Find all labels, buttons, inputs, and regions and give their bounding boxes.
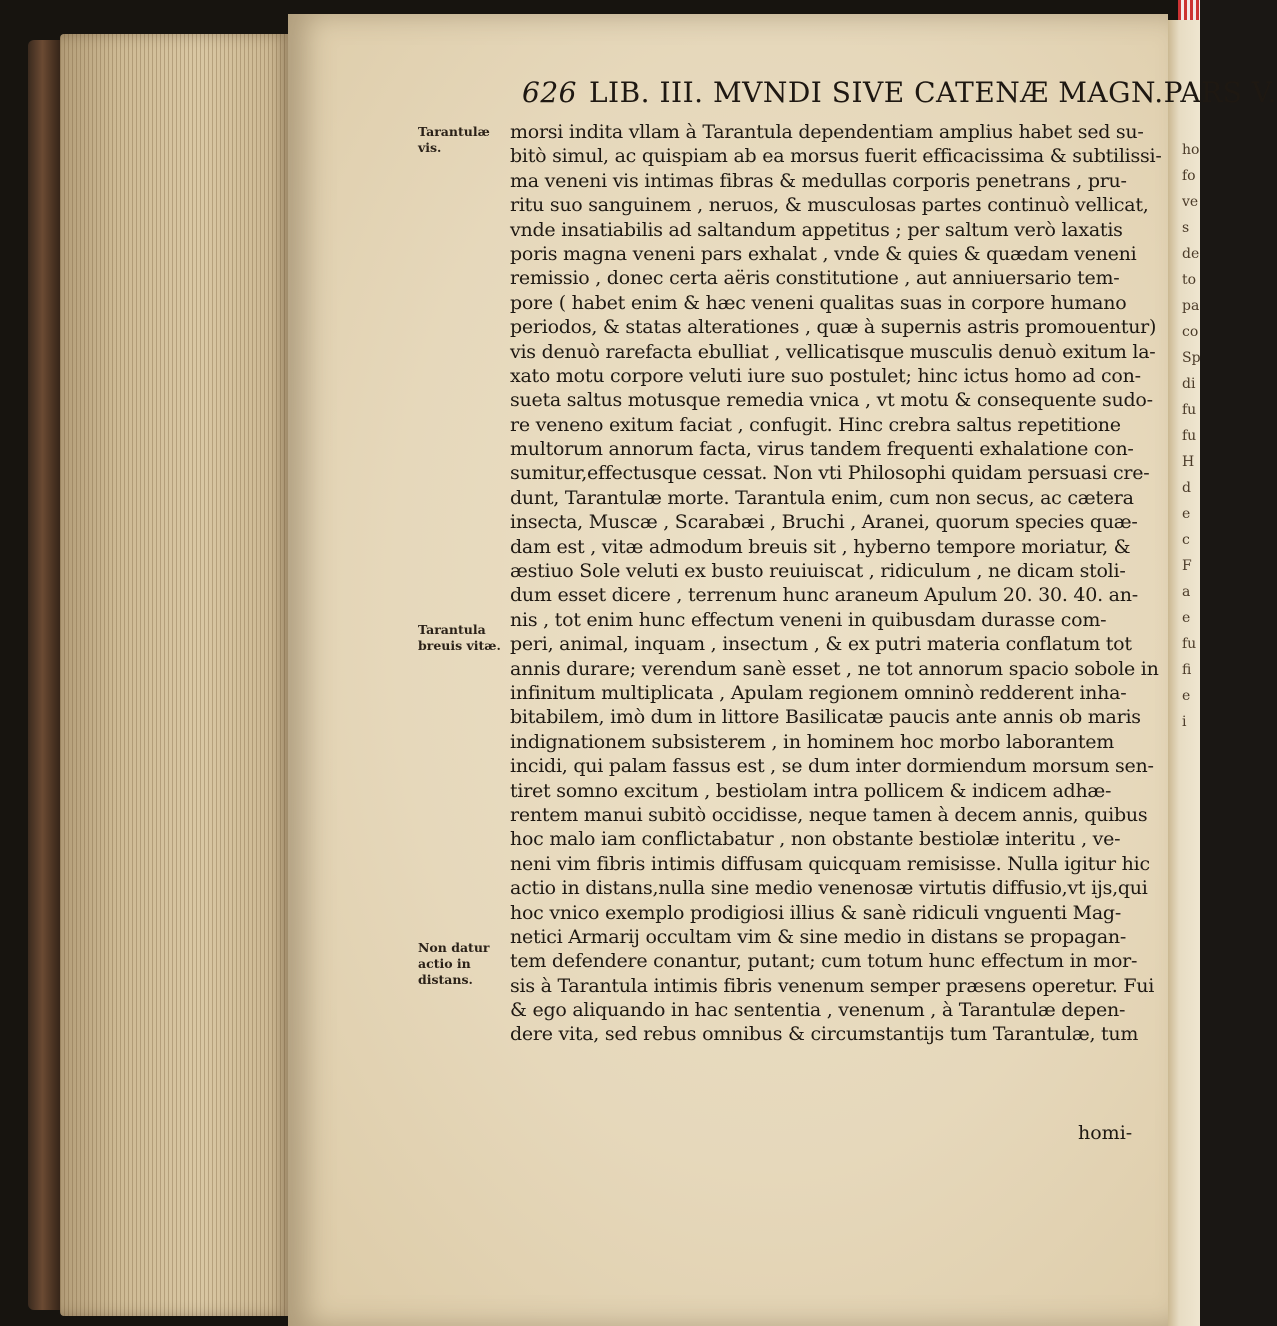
- running-header: [522, 76, 1277, 109]
- text-line: insecta, Muscæ , Scarabæi , Bruchi , Aranei, quorum species quæ-: [510, 511, 1138, 534]
- next-page-fragment: co: [1182, 324, 1199, 340]
- text-line: sis à Tarantula intimis fibris venenum semper præsens operetur. Fui: [510, 974, 1155, 997]
- text-line: & ego aliquando in hac sententia , venenum , à Tarantulæ depen-: [510, 999, 1126, 1022]
- text-line: dam est , vitæ admodum breuis sit , hyberno tempore moriatur, &: [510, 535, 1131, 558]
- text-line: nis , tot enim hunc effectum veneni in quibusdam durasse com-: [510, 608, 1107, 631]
- text-line: incidi, qui palam fassus est , se dum inter dormiendum morsum sen-: [510, 755, 1154, 778]
- text-line: periodos, & statas alterationes , quæ à supernis astris promouentur): [510, 316, 1157, 339]
- running-title: LIB. III. MVNDI SIVE CATENÆ MAGN.PARS V.: [588, 76, 1277, 109]
- next-page-fragment: H: [1182, 454, 1195, 470]
- next-page-fragment: e: [1182, 610, 1191, 626]
- next-page-fragment: fo: [1182, 168, 1196, 184]
- text-line: actio in distans,nulla sine medio venenosæ virtutis diffusio,vt ijs,qui: [510, 877, 1148, 900]
- text-line: sumitur,effectusque cessat. Non vti Philosophi quidam persuasi cre-: [510, 462, 1150, 485]
- text-line: tiret somno excitum , bestiolam intra pollicem & indicem adhæ-: [510, 779, 1112, 802]
- text-line: multorum annorum facta, virus tandem frequenti exhalatione con-: [510, 438, 1134, 461]
- text-line: peri, animal, inquam , insectum , & ex putri materia conflatum tot: [510, 633, 1132, 656]
- next-page-fragment: fi: [1182, 662, 1192, 678]
- body-text: [510, 120, 1162, 1047]
- next-page-fragment: i: [1182, 714, 1187, 730]
- text-line: hoc vnico exemplo prodigiosi illius & sanè ridiculi vnguenti Mag-: [510, 901, 1122, 924]
- ribbon-marker: [1178, 0, 1200, 20]
- text-line: remissio , donec certa aëris constitutione , aut anniuersario tem-: [510, 267, 1120, 290]
- page-block-edges: [60, 34, 290, 1316]
- text-line: indignationem subsisterem , in hominem hoc morbo laborantem: [510, 730, 1115, 753]
- text-line: tem defendere conantur, putant; cum totum hunc effectum in mor-: [510, 950, 1138, 973]
- text-line: rentem manui subitò occidisse, neque tamen à decem annis, quibus: [510, 803, 1148, 826]
- text-line: dum esset dicere , terrenum hunc araneum Apulum 20. 30. 40. an-: [510, 584, 1138, 607]
- text-line: bitò simul, ac quispiam ab ea morsus fuerit efficacissima & subtilissi-: [510, 145, 1162, 168]
- next-page-fragment: fu: [1182, 636, 1197, 652]
- text-line: dunt, Tarantulæ morte. Tarantula enim, cum non secus, ac cætera: [510, 486, 1134, 509]
- text-line: neni vim fibris intimis diffusam quicquam remisisse. Nulla igitur hic: [510, 852, 1150, 875]
- next-page-fragment: di: [1182, 376, 1196, 392]
- text-line: xato motu corpore veluti iure suo postulet; hinc ictus homo ad con-: [510, 364, 1141, 387]
- text-line: infinitum multiplicata , Apulam regionem omninò redderent inha-: [510, 681, 1127, 704]
- margin-note-tarantulae-vis: Tarantulæ vis.: [418, 124, 490, 155]
- next-page-fragment: fu: [1182, 428, 1197, 444]
- catchword: homi-: [1078, 1122, 1133, 1144]
- next-page-fragment: ve: [1182, 194, 1199, 210]
- text-line: annis durare; verendum sanè esset , ne tot annorum spacio sobole in: [510, 657, 1159, 680]
- next-page-fragment: to: [1182, 272, 1197, 288]
- text-line: sueta saltus motusque remedia vnica , vt motu & consequente sudo-: [510, 389, 1153, 412]
- next-page-fragment: e: [1182, 506, 1191, 522]
- next-page-fragment: de: [1182, 246, 1200, 262]
- text-line: ma veneni vis intimas fibras & medullas corporis penetrans , pru-: [510, 169, 1127, 192]
- next-page-fragment: fu: [1182, 402, 1197, 418]
- book-cover: [28, 40, 64, 1310]
- next-page-fragment: F: [1182, 558, 1192, 574]
- text-line: morsi indita vllam à Tarantula dependentiam amplius habet sed su-: [510, 121, 1144, 143]
- text-line: bitabilem, imò dum in littore Basilicatæ paucis ante annis ob maris: [510, 706, 1141, 729]
- text-line: re veneno exitum faciat , confugit. Hinc crebra saltus repetitione: [510, 413, 1121, 436]
- text-line: ritu suo sanguinem , neruos, & musculosas partes continuò vellicat,: [510, 194, 1149, 217]
- text-line: dere vita, sed rebus omnibus & circumstantijs tum Tarantulæ, tum: [510, 1023, 1139, 1046]
- next-page-fragment: d: [1182, 480, 1191, 496]
- next-page-fragment: c: [1182, 532, 1190, 548]
- text-line: poris magna veneni pars exhalat , vnde & quies & quædam veneni: [510, 242, 1137, 265]
- next-page-fragment: s: [1182, 220, 1190, 236]
- next-page-edge: [1168, 20, 1200, 1326]
- text-line: netici Armarij occultam vim & sine medio in distans se propagan-: [510, 925, 1127, 948]
- margin-note-actio-in-distans: Non datur actio in distans.: [418, 940, 490, 987]
- text-line: æstiuo Sole veluti ex busto reuiuiscat , ridiculum , ne dicam stoli-: [510, 560, 1126, 583]
- text-line: pore ( habet enim & hæc veneni qualitas suas in corpore humano: [510, 291, 1127, 314]
- text-line: vnde insatiabilis ad saltandum appetitus ; per saltum verò laxatis: [510, 218, 1123, 241]
- margin-note-breuis-vitae: Tarantula breuis vitæ.: [418, 622, 501, 653]
- next-page-fragment: a: [1182, 584, 1191, 600]
- next-page-fragment: Sp: [1182, 350, 1201, 366]
- next-page-fragment: pa: [1182, 298, 1200, 314]
- next-page-fragment: ho: [1182, 142, 1200, 158]
- page-number: 626: [522, 76, 577, 109]
- text-line: hoc malo iam conflictabatur , non obstante bestiolæ interitu , ve-: [510, 828, 1121, 851]
- text-line: vis denuò rarefacta ebulliat , vellicatisque musculis denuò exitum la-: [510, 340, 1156, 363]
- next-page-fragment: e: [1182, 688, 1191, 704]
